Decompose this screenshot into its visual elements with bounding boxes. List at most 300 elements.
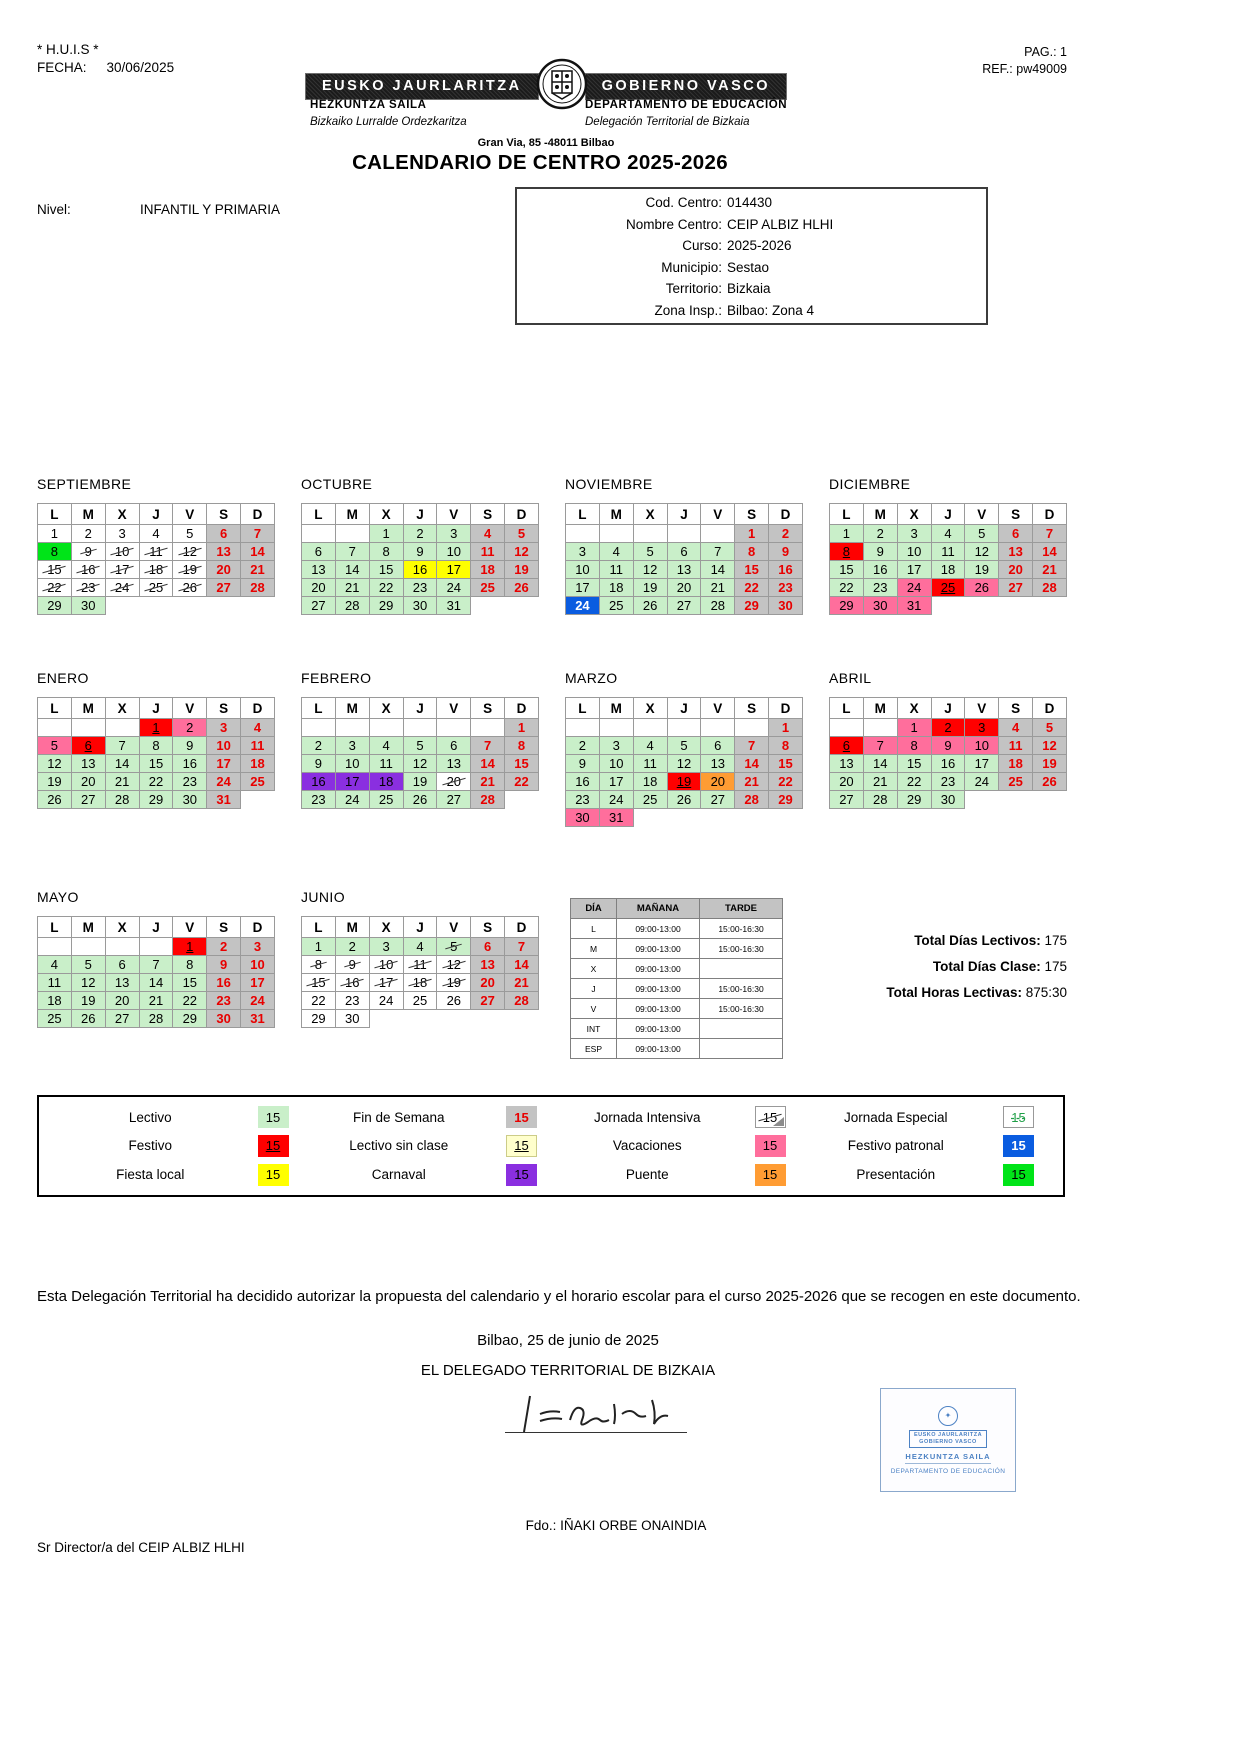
day-cell — [965, 773, 999, 791]
day-number: 3 — [118, 526, 126, 541]
day-number: 19 — [81, 993, 96, 1008]
day-number: 2 — [220, 939, 228, 954]
day-cell — [566, 579, 600, 597]
month-title: ENERO — [37, 670, 89, 686]
legend-label: Fin de Semana — [352, 1109, 445, 1125]
schedule-row — [571, 999, 783, 1019]
day-cell — [139, 956, 173, 974]
legend-label: Carnaval — [371, 1167, 426, 1183]
day-number: 17 — [378, 975, 394, 990]
weekday-header-cell: X — [633, 504, 667, 525]
empty-day-cell — [566, 719, 600, 737]
day-number: 22 — [778, 774, 793, 789]
empty-day-cell — [830, 719, 864, 737]
weekday-header-cell: V — [173, 698, 207, 719]
day-cell — [735, 543, 769, 561]
week-row — [830, 773, 1067, 791]
day-number: 1 — [781, 720, 790, 735]
weekday-header-cell: V — [437, 917, 471, 938]
day-number: 9 — [186, 738, 194, 753]
weekday-header-cell: L — [302, 504, 336, 525]
total-line — [840, 954, 1067, 980]
day-cell — [437, 974, 471, 992]
day-number: 28 — [744, 792, 759, 807]
day-number: 14 — [514, 957, 529, 972]
day-number: 7 — [714, 544, 722, 559]
day-number: 12 — [182, 544, 198, 559]
day-cell — [769, 719, 803, 737]
day-number: 20 — [114, 993, 130, 1008]
day-number: 10 — [974, 738, 990, 753]
day-cell — [437, 956, 471, 974]
day-cell — [403, 791, 437, 809]
day-number: 8 — [152, 738, 160, 753]
day-number: 21 — [480, 774, 495, 789]
empty-day-cell — [566, 525, 600, 543]
schedule-row — [571, 919, 783, 939]
day-cell — [173, 791, 207, 809]
empty-day-cell — [633, 719, 667, 737]
day-number: 11 — [643, 756, 657, 771]
day-cell — [139, 737, 173, 755]
day-cell — [302, 737, 336, 755]
day-cell — [139, 791, 173, 809]
day-cell — [999, 579, 1033, 597]
week-row — [38, 773, 275, 791]
day-cell — [830, 773, 864, 791]
day-number: 15 — [182, 975, 198, 990]
center-info-row — [517, 260, 986, 282]
month-table — [829, 503, 1067, 615]
day-cell — [1033, 579, 1067, 597]
blank-cell — [139, 597, 173, 615]
weekday-header-cell: L — [38, 504, 72, 525]
day-number: 23 — [345, 993, 360, 1008]
day-number: 10 — [378, 957, 394, 972]
day-number: 11 — [250, 738, 265, 753]
fecha-value: 30/06/2025 — [106, 60, 175, 75]
empty-day-cell — [735, 719, 769, 737]
day-number: 3 — [578, 544, 587, 559]
day-cell — [403, 773, 437, 791]
center-info-value: Sestao — [727, 259, 770, 275]
legend-swatch-l — [258, 1106, 289, 1128]
day-cell — [667, 755, 701, 773]
page-number: PAG.: 1 — [1024, 45, 1067, 59]
weekday-header-row — [830, 504, 1067, 525]
day-cell — [701, 579, 735, 597]
day-number: 27 — [446, 792, 462, 807]
weekday-header-row — [566, 698, 803, 719]
day-number: 4 — [416, 939, 424, 954]
day-number: 9 — [578, 756, 587, 771]
day-cell — [965, 737, 999, 755]
weekday-header-cell: V — [173, 504, 207, 525]
day-number: 5 — [517, 526, 526, 541]
day-number: 11 — [379, 756, 393, 771]
weekday-header-cell: X — [369, 698, 403, 719]
weekday-header-cell: J — [139, 698, 173, 719]
schedule-cell: 09:00-13:00 — [617, 939, 700, 959]
day-cell — [505, 938, 539, 956]
day-cell — [139, 992, 173, 1010]
day-cell — [1033, 755, 1067, 773]
day-cell — [701, 773, 735, 791]
day-cell — [173, 992, 207, 1010]
legend-swatch-y — [258, 1164, 289, 1186]
day-cell — [369, 597, 403, 615]
day-cell — [769, 791, 803, 809]
day-cell — [735, 597, 769, 615]
day-number: 11 — [480, 544, 495, 559]
day-number: 29 — [839, 598, 854, 613]
day-cell — [897, 543, 931, 561]
day-number: 29 — [47, 598, 62, 613]
day-cell — [471, 543, 505, 561]
weekday-header-row — [302, 504, 539, 525]
day-cell — [241, 737, 275, 755]
department-basque — [310, 97, 467, 131]
day-cell — [437, 791, 471, 809]
day-number: 6 — [118, 957, 126, 972]
day-cell — [207, 992, 241, 1010]
month-marzo — [565, 670, 805, 827]
weekday-header-cell: M — [71, 504, 105, 525]
day-cell — [566, 737, 600, 755]
week-row — [566, 791, 803, 809]
blank-cell — [999, 597, 1033, 615]
empty-day-cell — [437, 719, 471, 737]
weekday-header-cell: D — [1033, 698, 1067, 719]
day-number: 15 — [778, 756, 793, 771]
schedule-cell: J — [571, 979, 617, 999]
weekday-header-cell: M — [599, 504, 633, 525]
day-number: 21 — [345, 580, 360, 595]
legend-swatch-c — [506, 1164, 537, 1186]
day-number: 8 — [517, 738, 526, 753]
week-row — [38, 597, 275, 615]
day-cell — [173, 956, 207, 974]
empty-day-cell — [471, 719, 505, 737]
day-number: 12 — [676, 756, 692, 771]
day-number: 14 — [873, 756, 888, 771]
day-cell — [105, 543, 139, 561]
day-number: 14 — [710, 562, 726, 577]
day-cell — [999, 719, 1033, 737]
day-number: 15 — [744, 562, 759, 577]
month-title: SEPTIEMBRE — [37, 476, 132, 492]
day-number: 8 — [748, 544, 756, 559]
day-number: 18 — [940, 562, 956, 577]
place-date-line: Bilbao, 25 de junio de 2025 — [477, 1332, 659, 1349]
empty-day-cell — [667, 719, 701, 737]
day-cell — [897, 579, 931, 597]
weekday-header-cell: L — [38, 917, 72, 938]
legend-sample: 15 — [514, 1167, 529, 1183]
day-number: 24 — [216, 774, 231, 789]
day-cell — [863, 543, 897, 561]
legend-sample: 15 — [514, 1138, 529, 1154]
day-number: 29 — [906, 792, 922, 807]
day-cell — [633, 597, 667, 615]
day-number: 5 — [450, 939, 458, 954]
month-title: MARZO — [565, 670, 618, 686]
day-cell — [139, 773, 173, 791]
day-cell — [863, 525, 897, 543]
day-cell — [207, 773, 241, 791]
schedule-row — [571, 939, 783, 959]
day-cell — [38, 773, 72, 791]
day-number: 5 — [416, 738, 424, 753]
reference-number: REF.: pw49009 — [982, 62, 1067, 76]
week-row — [830, 791, 1067, 809]
weekday-header-cell: S — [207, 504, 241, 525]
day-number: 4 — [253, 720, 262, 735]
day-number: 5 — [84, 957, 92, 972]
blank-cell — [403, 1010, 437, 1028]
month-septiembre — [37, 476, 277, 615]
weekday-header-cell: L — [566, 504, 600, 525]
day-number: 20 — [311, 580, 326, 595]
department-basque-name: HEZKUNTZA SAILA — [310, 99, 427, 111]
day-number: 17 — [345, 774, 360, 789]
day-number: 22 — [839, 580, 854, 595]
day-number: 6 — [714, 738, 722, 753]
day-number: 8 — [910, 738, 918, 753]
month-title: ABRIL — [829, 670, 872, 686]
schedule-header-cell: DÍA — [571, 899, 617, 919]
day-cell — [599, 737, 633, 755]
empty-day-cell — [105, 719, 139, 737]
total-value: 875:30 — [1025, 985, 1067, 1000]
day-number: 30 — [575, 810, 590, 825]
weekday-header-cell: X — [105, 917, 139, 938]
day-number: 11 — [609, 562, 624, 577]
day-cell — [38, 974, 72, 992]
day-number: 8 — [186, 957, 194, 972]
month-title: DICIEMBRE — [829, 476, 911, 492]
nivel-label: Nivel: — [37, 202, 71, 217]
day-cell — [769, 579, 803, 597]
day-number: 15 — [839, 562, 854, 577]
day-cell — [667, 737, 701, 755]
day-number: 12 — [412, 756, 428, 771]
blank-cell — [999, 791, 1033, 809]
center-info-label: Territorio: — [665, 281, 722, 296]
day-cell — [105, 755, 139, 773]
blank-cell — [965, 791, 999, 809]
day-cell — [369, 791, 403, 809]
weekday-header-row — [38, 504, 275, 525]
day-number: 30 — [216, 1011, 231, 1026]
day-number: 16 — [575, 774, 590, 789]
weekday-header-cell: J — [667, 504, 701, 525]
day-number: 12 — [514, 544, 529, 559]
day-cell — [335, 974, 369, 992]
day-cell — [71, 791, 105, 809]
schedule-header-cell: MAÑANA — [617, 899, 700, 919]
day-number: 10 — [609, 756, 624, 771]
schedule-cell: V — [571, 999, 617, 1019]
weekday-header-cell: X — [105, 698, 139, 719]
legend-swatch-o — [755, 1164, 786, 1186]
day-number: 14 — [1042, 544, 1057, 559]
day-number: 24 — [250, 993, 265, 1008]
day-number: 18 — [148, 562, 164, 577]
day-cell — [71, 992, 105, 1010]
week-row — [38, 956, 275, 974]
day-number: 9 — [314, 756, 323, 771]
day-number: 15 — [311, 975, 326, 990]
day-number: 26 — [81, 1011, 96, 1026]
day-cell — [830, 579, 864, 597]
day-cell — [38, 579, 72, 597]
day-cell — [830, 755, 864, 773]
day-cell — [207, 938, 241, 956]
day-number: 27 — [81, 792, 96, 807]
legend-sample: 15 — [1011, 1138, 1026, 1154]
legend-swatch-e — [1003, 1106, 1034, 1128]
week-row — [830, 525, 1067, 543]
day-cell — [403, 543, 437, 561]
week-row — [302, 1010, 539, 1028]
day-number: 23 — [216, 993, 231, 1008]
day-cell — [335, 791, 369, 809]
week-row — [302, 974, 539, 992]
day-number: 18 — [642, 774, 658, 789]
day-cell — [437, 579, 471, 597]
day-cell — [505, 719, 539, 737]
day-cell — [735, 791, 769, 809]
day-cell — [139, 543, 173, 561]
month-title: MAYO — [37, 889, 79, 905]
month-enero — [37, 670, 277, 809]
week-row — [830, 579, 1067, 597]
day-cell — [38, 737, 72, 755]
weekday-header-cell: J — [139, 504, 173, 525]
day-number: 15 — [148, 756, 164, 771]
day-cell — [505, 974, 539, 992]
day-number: 2 — [314, 738, 323, 753]
day-cell — [633, 543, 667, 561]
weekday-header-cell: D — [769, 504, 803, 525]
blank-cell — [207, 597, 241, 615]
day-cell — [335, 1010, 369, 1028]
day-cell — [897, 737, 931, 755]
day-cell — [863, 561, 897, 579]
day-number: 26 — [446, 993, 462, 1008]
day-number: 3 — [910, 526, 918, 541]
day-number: 1 — [748, 526, 756, 541]
day-cell — [830, 597, 864, 615]
weekday-header-cell: V — [701, 698, 735, 719]
day-cell — [505, 561, 539, 579]
day-number: 8 — [314, 957, 323, 972]
blank-cell — [735, 809, 769, 827]
week-row — [302, 579, 539, 597]
day-number: 25 — [250, 774, 265, 789]
day-cell — [207, 755, 241, 773]
day-number: 31 — [446, 598, 462, 613]
day-number: 20 — [446, 774, 462, 789]
day-cell — [505, 992, 539, 1010]
day-number: 5 — [50, 738, 59, 753]
day-number: 26 — [642, 598, 658, 613]
day-number: 2 — [416, 526, 424, 541]
day-cell — [71, 561, 105, 579]
day-number: 22 — [744, 580, 759, 595]
day-cell — [302, 791, 336, 809]
day-number: 10 — [114, 544, 130, 559]
day-number: 29 — [378, 598, 394, 613]
month-mayo — [37, 889, 277, 1028]
day-cell — [633, 579, 667, 597]
day-cell — [897, 719, 931, 737]
center-info-box — [515, 187, 988, 325]
day-number: 23 — [575, 792, 590, 807]
day-number: 18 — [47, 993, 62, 1008]
day-number: 16 — [778, 562, 793, 577]
day-number: 1 — [517, 720, 526, 735]
schedule-cell — [700, 959, 783, 979]
weekday-header-cell: X — [369, 504, 403, 525]
day-number: 6 — [84, 738, 92, 753]
schedule-cell: 15:00-16:30 — [700, 939, 783, 959]
legend-swatch-s — [755, 1106, 786, 1128]
legend-label: Jornada Especial — [843, 1109, 948, 1125]
weekday-header-cell: S — [207, 698, 241, 719]
day-cell — [173, 719, 207, 737]
day-number: 6 — [842, 738, 851, 753]
day-number: 17 — [216, 756, 231, 771]
week-row — [302, 543, 539, 561]
government-banner — [0, 58, 1092, 115]
weekday-header-cell: J — [931, 698, 965, 719]
weekday-header-cell: M — [335, 698, 369, 719]
week-row — [566, 561, 803, 579]
address-line: Gran Via, 85 -48011 Bilbao — [477, 137, 615, 149]
week-row — [302, 773, 539, 791]
weekday-header-cell: D — [505, 504, 539, 525]
day-number: 27 — [311, 598, 326, 613]
day-number: 19 — [47, 774, 62, 789]
stamp-banner-left: EUSKO JAURLARITZA — [913, 1431, 983, 1438]
day-cell — [335, 561, 369, 579]
day-cell — [471, 992, 505, 1010]
center-info-row — [517, 217, 986, 239]
day-number: 20 — [480, 975, 495, 990]
day-number: 19 — [676, 774, 692, 789]
total-value: 175 — [1044, 933, 1067, 948]
day-number: 10 — [575, 562, 590, 577]
week-row — [38, 974, 275, 992]
weekday-header-cell: L — [302, 917, 336, 938]
day-cell — [667, 597, 701, 615]
weekday-header-cell: J — [403, 504, 437, 525]
day-number: 19 — [514, 562, 529, 577]
day-cell — [701, 543, 735, 561]
day-number: 12 — [446, 957, 462, 972]
day-cell — [897, 561, 931, 579]
day-cell — [863, 755, 897, 773]
day-cell — [403, 755, 437, 773]
weekday-header-row — [566, 504, 803, 525]
schedule-cell: 15:00-16:30 — [700, 919, 783, 939]
schedule-cell — [700, 1039, 783, 1059]
day-cell — [71, 579, 105, 597]
weekday-header-cell: X — [897, 698, 931, 719]
weekday-header-cell: M — [335, 917, 369, 938]
